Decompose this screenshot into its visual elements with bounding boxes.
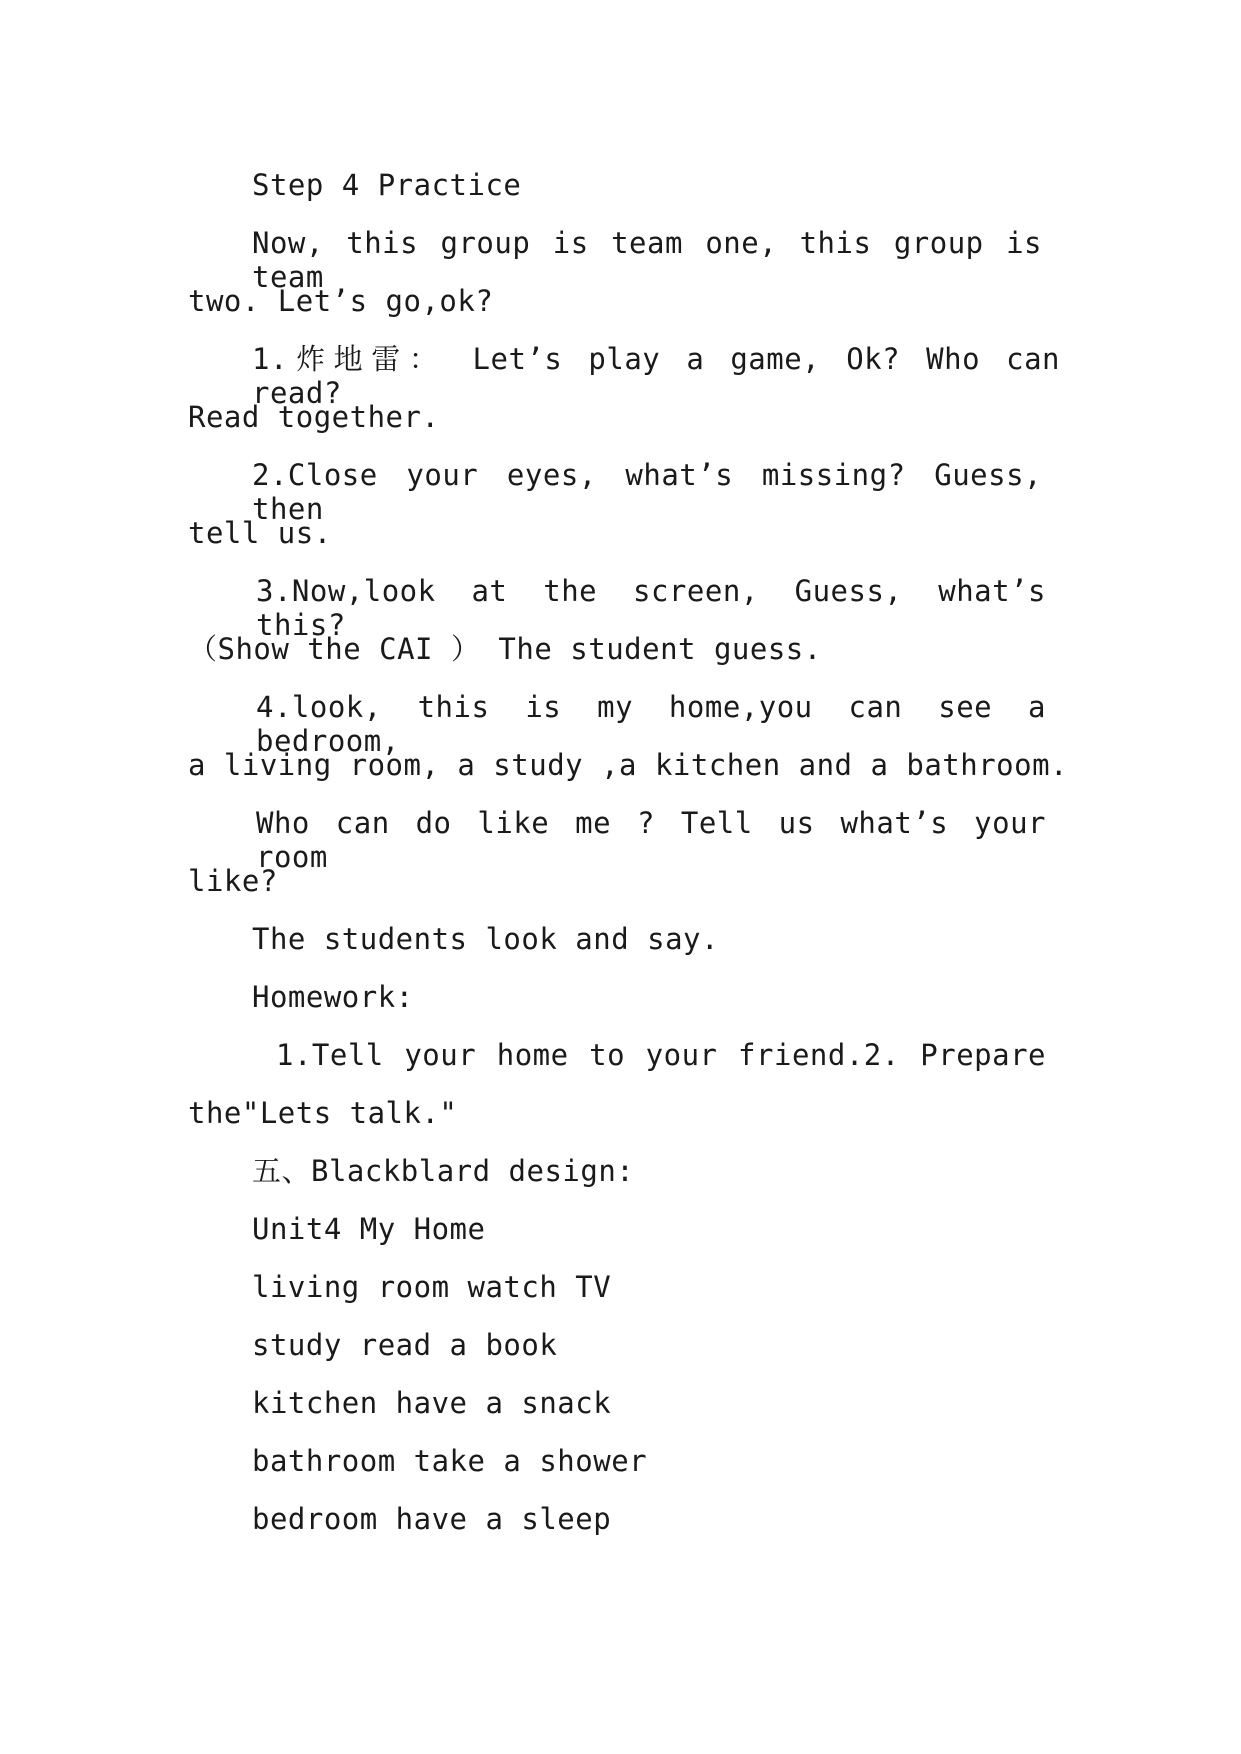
item-3-line-1: 3.Now,look at the screen, Guess, what’s this?: [256, 574, 1046, 642]
intro-line-1: Now, this group is team one, this group is team: [252, 226, 1042, 294]
item-4-line-2: a living room, a study ,a kitchen and a bathroom.: [188, 748, 1069, 782]
item-2-line-2: tell us.: [188, 516, 332, 550]
who-line-1: Who can do like me ? Tell us what’s your room: [256, 806, 1046, 874]
students-line: The students look and say.: [252, 922, 719, 956]
homework-line-1: 1.Tell your home to your friend.2. Prepare: [276, 1038, 1046, 1072]
blackboard-item: living room watch TV: [252, 1270, 612, 1304]
item-1-line-2: Read together.: [188, 400, 440, 434]
blackboard-title: Unit4 My Home: [252, 1212, 486, 1246]
step-heading: Step 4 Practice: [252, 168, 522, 202]
item-4-line-1: 4.look, this is my home,you can see a bedroom,: [256, 690, 1046, 758]
intro-line-2: two. Let’s go,ok?: [188, 284, 494, 318]
blackboard-item: study read a book: [252, 1328, 558, 1362]
blackboard-item: bathroom take a shower: [252, 1444, 648, 1478]
blackboard-item: bedroom have a sleep: [252, 1502, 612, 1536]
item-1-line-1: 1.炸地雷： Let’s play a game, Ok? Who can read?: [252, 342, 1060, 410]
item-2-line-1: 2.Close your eyes, what’s missing? Guess, then: [252, 458, 1042, 526]
homework-line-2: the"Lets talk.": [188, 1096, 458, 1130]
item-3-line-2: （Show the CAI ） The student guess.: [188, 632, 822, 666]
blackboard-heading: 五、Blackblard design:: [252, 1154, 635, 1188]
who-line-2: like?: [188, 864, 278, 898]
homework-heading: Homework:: [252, 980, 414, 1014]
blackboard-item: kitchen have a snack: [252, 1386, 612, 1420]
